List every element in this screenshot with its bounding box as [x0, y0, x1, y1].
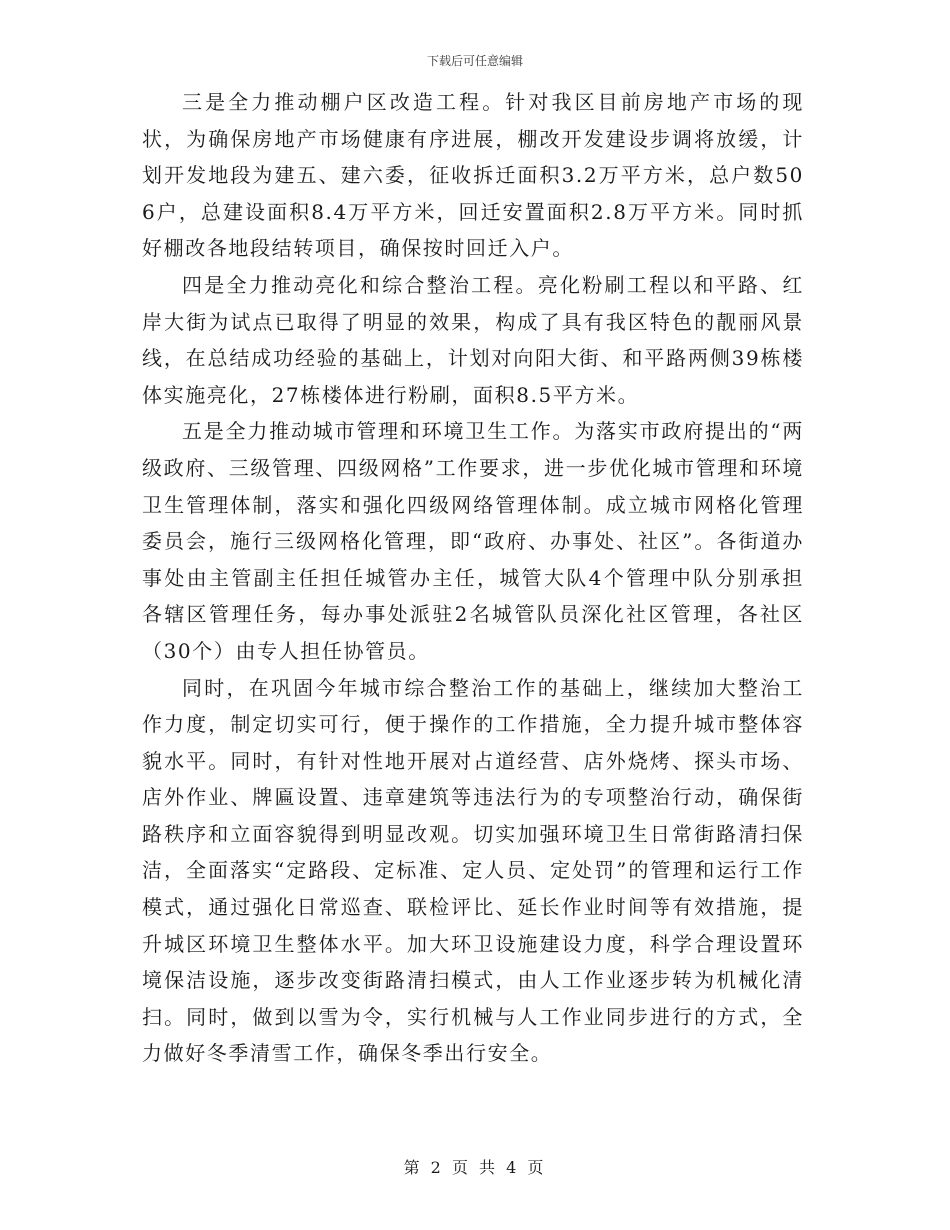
page-number-footer: 第 2 页 共 4 页 [403, 1158, 547, 1177]
paragraph-lighting-improvement: 四是全力推动亮化和综合整治工程。亮化粉刷工程以和平路、红岸大街为试点已取得了明显的效果，构成了具有我区特色的靓丽风景线，在总结成功经验的基础上，计划对向阳大街、和平路两侧39栋楼体实施亮化，27栋楼体进行粉刷，面积8.5平方米。 [142, 272, 804, 407]
paragraph-shantytown-renovation: 三是全力推动棚户区改造工程。针对我区目前房地产市场的现状，为确保房地产市场健康有序进展，棚改开发建设步调将放缓，计划开发地段为建五、建六委，征收拆迁面积3.2万平方米，总户数506户，总建设面积8.4万平方米，回迁安置面积2.8万平方米。同时抓好棚改各地段结转项目，确保按时回迁入户。 [142, 90, 804, 261]
paragraph-city-management: 五是全力推动城市管理和环境卫生工作。为落实市政府提出的“两级政府、三级管理、四级网格”工作要求，进一步优化城市管理和环境卫生管理体制，落实和强化四级网络管理体制。成立城市网格化管理委员会，施行三级网格化管理，即“政府、办事处、社区”。各街道办事处由主管副主任担任城管办主任，城管大队4个管理中队分别承担各辖区管理任务，每办事处派驻2名城管队员深化社区管理，各社区（30个）由专人担任协管员。 [142, 419, 804, 663]
document-body [142, 84, 804, 1072]
page-header-note: 下载后可任意编辑 [426, 54, 523, 68]
paragraph-environmental-sanitation: 同时，在巩固今年城市综合整治工作的基础上，继续加大整治工作力度，制定切实可行，便于操作的工作措施，全力提升城市整体容貌水平。同时，有针对性地开展对占道经营、店外烧烤、探头市场、店外作业、牌匾设置、违章建筑等违法行为的专项整治行动，确保街路秩序和立面容貌得到明显改观。切实加强环境卫生日常街路清扫保洁，全面落实“定路段、定标准、定人员、定处罚”的管理和运行工作模式，通过强化日常巡查、联检评比、延长作业时间等有效措施，提升城区环境卫生整体水平。加大环卫设施建设力度，科学合理设置环境保洁设施，逐步改变街路清扫模式，由人工作业逐步转为机械化清扫。同时，做到以雪为令，实行机械与人工作业同步进行的方式，全力做好冬季清雪工作，确保冬季出行安全。 [142, 675, 804, 1066]
